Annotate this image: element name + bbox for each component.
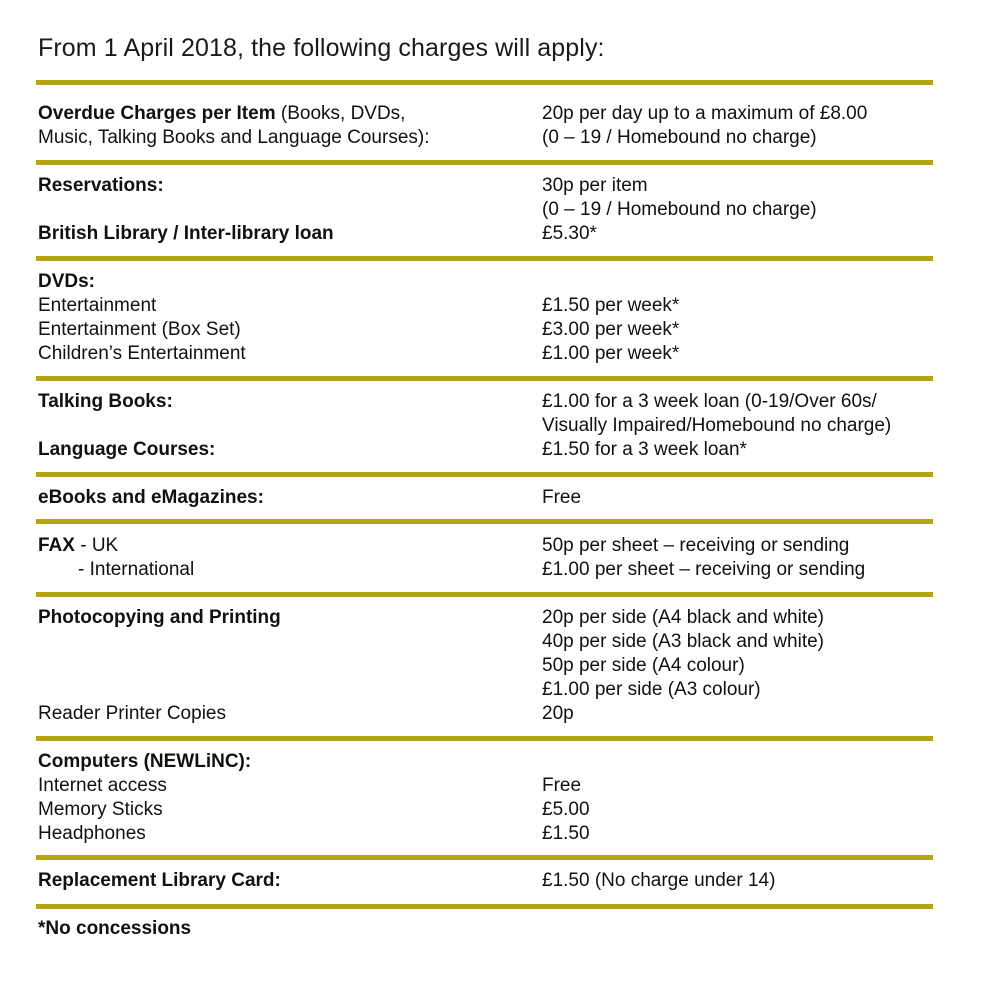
dvd-item-label: Entertainment bbox=[38, 295, 157, 316]
computer-item-label: Internet access bbox=[38, 775, 167, 796]
computer-item-label: Memory Sticks bbox=[38, 799, 163, 820]
fax-section bbox=[38, 534, 933, 582]
divider-rule bbox=[36, 160, 933, 165]
fax-label-line2: - International bbox=[78, 559, 195, 580]
dvd-item-value: £1.00 per week* bbox=[542, 343, 680, 364]
computer-item-value: £1.50 bbox=[542, 823, 590, 844]
footnote: *No concessions bbox=[38, 918, 192, 939]
talking-books-value-2: Visually Impaired/Homebound no charge) bbox=[542, 415, 892, 436]
dvds-label: DVDs: bbox=[38, 271, 96, 292]
divider-rule bbox=[36, 80, 933, 85]
list-item bbox=[38, 318, 933, 342]
divider-rule bbox=[36, 472, 933, 477]
list-item bbox=[38, 774, 933, 798]
fax-label bbox=[38, 534, 118, 558]
british-library-value: £5.30* bbox=[542, 223, 597, 244]
reservations-value-2: (0 – 19 / Homebound no charge) bbox=[542, 199, 817, 220]
overdue-label bbox=[38, 102, 405, 126]
reader-printer-label: Reader Printer Copies bbox=[38, 703, 226, 724]
divider-rule bbox=[36, 736, 933, 741]
list-item bbox=[38, 294, 933, 318]
photocopying-value: £1.00 per side (A3 colour) bbox=[542, 679, 761, 700]
list-item bbox=[38, 342, 933, 366]
dvd-item-value: £3.00 per week* bbox=[542, 319, 680, 340]
overdue-label-rest: (Books, DVDs, bbox=[275, 103, 406, 124]
dvd-item-label: Children’s Entertainment bbox=[38, 343, 246, 364]
computer-item-label: Headphones bbox=[38, 823, 146, 844]
replacement-card-value: £1.50 (No charge under 14) bbox=[542, 870, 776, 891]
computers-label: Computers (NEWLiNC): bbox=[38, 751, 252, 772]
list-item bbox=[38, 822, 933, 846]
replacement-card-label: Replacement Library Card: bbox=[38, 870, 281, 891]
dvd-item-label: Entertainment (Box Set) bbox=[38, 319, 241, 340]
photocopying-value: 20p per side (A4 black and white) bbox=[542, 607, 824, 628]
reservations-value-1: 30p per item bbox=[542, 175, 648, 196]
divider-rule bbox=[36, 855, 933, 860]
british-library-label: British Library / Inter-library loan bbox=[38, 223, 334, 244]
ebooks-label: eBooks and eMagazines: bbox=[38, 487, 264, 508]
talking-books-section bbox=[38, 390, 933, 462]
overdue-value-1: 20p per day up to a maximum of £8.00 bbox=[542, 103, 868, 124]
computers-section bbox=[38, 750, 933, 846]
reader-printer-value: 20p bbox=[542, 703, 574, 724]
divider-rule bbox=[36, 256, 933, 261]
overdue-value-2: (0 – 19 / Homebound no charge) bbox=[542, 127, 817, 148]
list-item bbox=[38, 798, 933, 822]
photocopying-value: 40p per side (A3 black and white) bbox=[542, 631, 824, 652]
page-title: From 1 April 2018, the following charges will apply: bbox=[38, 34, 605, 62]
fax-value-2: £1.00 per sheet – receiving or sending bbox=[542, 559, 866, 580]
replacement-card-section bbox=[38, 869, 933, 893]
dvds-section bbox=[38, 270, 933, 366]
language-courses-value: £1.50 for a 3 week loan* bbox=[542, 439, 747, 460]
photocopying-label: Photocopying and Printing bbox=[38, 607, 281, 628]
overdue-label-bold: Overdue Charges per Item bbox=[38, 103, 276, 124]
divider-rule bbox=[36, 904, 933, 909]
dvd-item-value: £1.50 per week* bbox=[542, 295, 680, 316]
divider-rule bbox=[36, 376, 933, 381]
fax-label-rest: - UK bbox=[74, 535, 119, 556]
overdue-section bbox=[38, 102, 933, 150]
divider-rule bbox=[36, 519, 933, 524]
photocopying-section bbox=[38, 606, 933, 726]
computer-item-value: Free bbox=[542, 775, 582, 796]
language-courses-label: Language Courses: bbox=[38, 439, 216, 460]
reservations-label: Reservations: bbox=[38, 175, 164, 196]
ebooks-value: Free bbox=[542, 487, 582, 508]
fax-value-1: 50p per sheet – receiving or sending bbox=[542, 535, 850, 556]
fax-label-bold: FAX bbox=[38, 535, 75, 556]
overdue-label-line2: Music, Talking Books and Language Courses): bbox=[38, 127, 430, 148]
photocopying-value: 50p per side (A4 colour) bbox=[542, 655, 745, 676]
ebooks-section bbox=[38, 486, 933, 510]
reservations-section bbox=[38, 174, 933, 246]
talking-books-value-1: £1.00 for a 3 week loan (0-19/Over 60s/ bbox=[542, 391, 877, 412]
talking-books-label: Talking Books: bbox=[38, 391, 173, 412]
computer-item-value: £5.00 bbox=[542, 799, 590, 820]
divider-rule bbox=[36, 592, 933, 597]
